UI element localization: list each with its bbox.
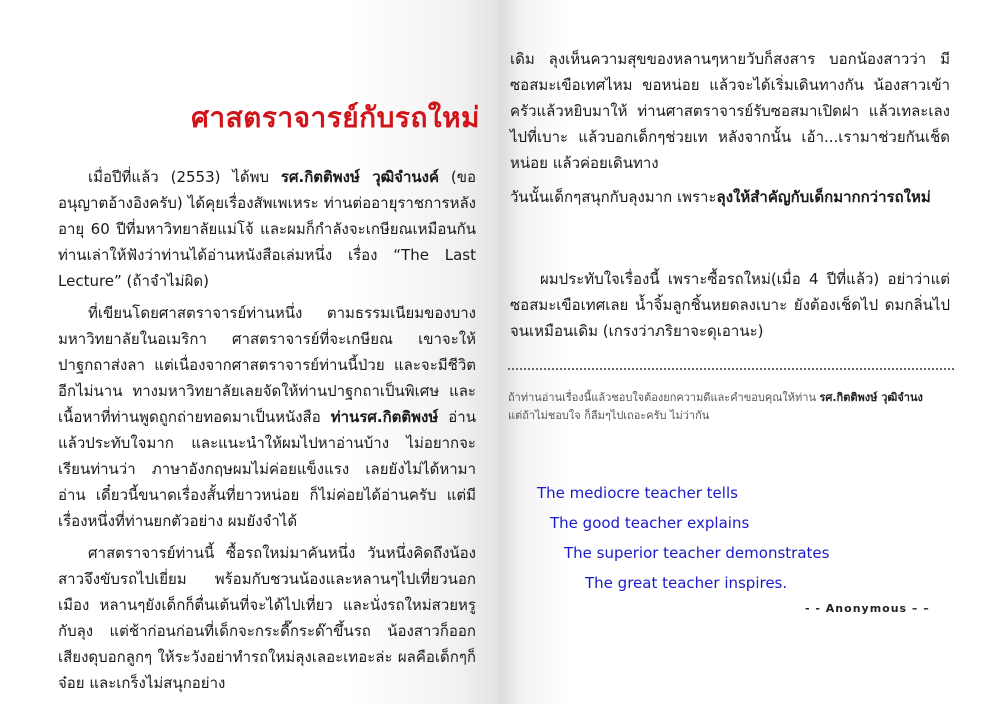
paragraph-2 <box>58 300 476 534</box>
paragraph-3: ศาสตราจารย์ท่านนี้ ซื้อรถใหม่มาคันหนึ่ง วันหนึ่งคิดถึงน้องสาวจึงขับรถไปเยี่ยม พร้อมกับชวนน้องและหลานๆไปเที่ยวนอกเมือง หลานๆยังเด็กก็ตื่นเต้นที่จะได้ไปเที่ยว และนั่งรถใหม่สวยหรูกับลุง แต่ช้าก่อนก่อนที่เด็กจะกระดี๊กระด๊าขึ้นรถ น้องสาวก็ออกเสียงดุบอกลูกๆ ให้ระวังอย่าทำรถใหม่ลุงเลอะเทอะล่ะ ผลคือเด็กๆก็จ๋อย และเกร็งไม่สนุกอย่าง <box>58 544 476 692</box>
article-title: ศาสตราจารย์กับรถใหม่ <box>191 101 480 134</box>
dotted-divider <box>508 368 954 370</box>
paragraph-1 <box>58 164 476 294</box>
quote-line-1: The mediocre teacher tells <box>537 484 738 502</box>
footnote <box>508 389 958 425</box>
key-message: ลุงให้สำคัญกับเด็กมากกว่ารถใหม่ <box>716 188 931 206</box>
paragraph-6: ผมประทับใจเรื่องนี้ เพราะซื้อรถใหม่(เมื่อ 4 ปีที่แล้ว) อย่าว่าแต่ซอสมะเขือเทศเลย น้ำจิ้มลูกชิ้นหยดลงเบาะ ยังต้องเช็ดไป ดมกลิ่นไปจนเหมือนเดิม (เกรงว่าภริยาจะดุเอานะ) <box>510 270 950 340</box>
footnote-text-a: ถ้าท่านอ่านเรื่องนี้แล้วชอบใจต้องยกความดีและคำขอบคุณให้ท่าน <box>508 391 820 404</box>
footnote-text-b: แต่ถ้าไม่ชอบใจ ก็ลืมๆไปเถอะครับ ไม่ว่ากัน <box>508 409 710 422</box>
professor-name: รศ.กิตติพงษ์ วุฒิจำนงค์ <box>280 168 439 186</box>
professor-name-2: ท่านรศ.กิตติพงษ์ <box>330 408 439 426</box>
quote-line-3: The superior teacher demonstrates <box>564 544 830 562</box>
paragraph-5-text: วันนั้นเด็กๆสนุกกับลุงมาก เพราะ <box>510 188 717 206</box>
quote-attribution: - - Anonymous – – <box>805 602 930 615</box>
paragraph-2-text-b: อ่านแล้วประทับใจมาก และแนะนำให้ผมไปหาอ่านบ้าง ไม่อยากจะเรียนท่านว่า ภาษาอังกฤษผมไม่ค่อยแข็งแรง เลยยังไม่ได้หามาอ่าน เดี๋ยวนี้ขนาดเรื่องสั้นที่ยาวหน่อย ก็ไม่ค่อยได้อ่านครับ แต่มีเรื่องหนึ่งที่ท่านยกตัวอย่าง ผมยังจำได้ <box>58 408 476 530</box>
quote-line-4: The great teacher inspires. <box>585 574 788 592</box>
left-column <box>58 164 476 702</box>
footnote-name: รศ.กิตติพงษ์ วุฒิจำนง <box>819 391 923 404</box>
paragraph-1-text-a: เมื่อปีที่แล้ว (2553) ได้พบ <box>88 168 281 186</box>
quote-line-2: The good teacher explains <box>550 514 750 532</box>
paragraph-1-text-b: (ขออนุญาตอ้างอิงครับ) ได้คุยเรื่องสัพเพเหระ ท่านต่ออายุราชการหลังอายุ 60 ปีที่มหาวิทยาลัยแม่โจ้ และผมก็กำลังจะเกษียณเหมือนกัน ท่านเล่าให้ฟังว่าท่านได้อ่านหนังสือเล่มหนึ่ง เรื่อง “The Last Lecture” (ถ้าจำไม่ผิด) <box>58 168 476 290</box>
paragraph-5 <box>510 184 950 210</box>
right-column <box>510 46 950 210</box>
paragraph-2-text-a: ที่เขียนโดยศาสตราจารย์ท่านหนึ่ง ตามธรรมเนียมของบางมหาวิทยาลัยในอเมริกา ศาสตราจารย์ที่จะเกษียณ เขาจะให้ปาฐกถาส่งลา แต่เนื่องจากศาสตราจารย์ท่านนี้ป่วย และจะมีชีวิตอีกไม่นาน ทางมหาวิทยาลัยเลยจัดให้ท่านปาฐกถาเป็นพิเศษ และเนื้อหาที่ท่านพูดถูกถ่ายทอดมาเป็นหนังสือ <box>58 304 476 426</box>
paragraph-4: เดิม ลุงเห็นความสุขของหลานๆหายวับก็สงสาร บอกน้องสาวว่า มีซอสมะเขือเทศไหม ขอหน่อย แล้วจะได้เริ่มเดินทางกัน น้องสาวเข้าครัวแล้วหยิบมาให้ ท่านศาสตราจารย์รับซอสมาเปิดฝา แล้วเทละเลงไปที่เบาะ แล้วบอกเด็กๆช่วยเท หลังจากนั้น เอ้า...เรามาช่วยกันเช็ดหน่อย แล้วค่อยเดินทาง <box>510 50 950 172</box>
